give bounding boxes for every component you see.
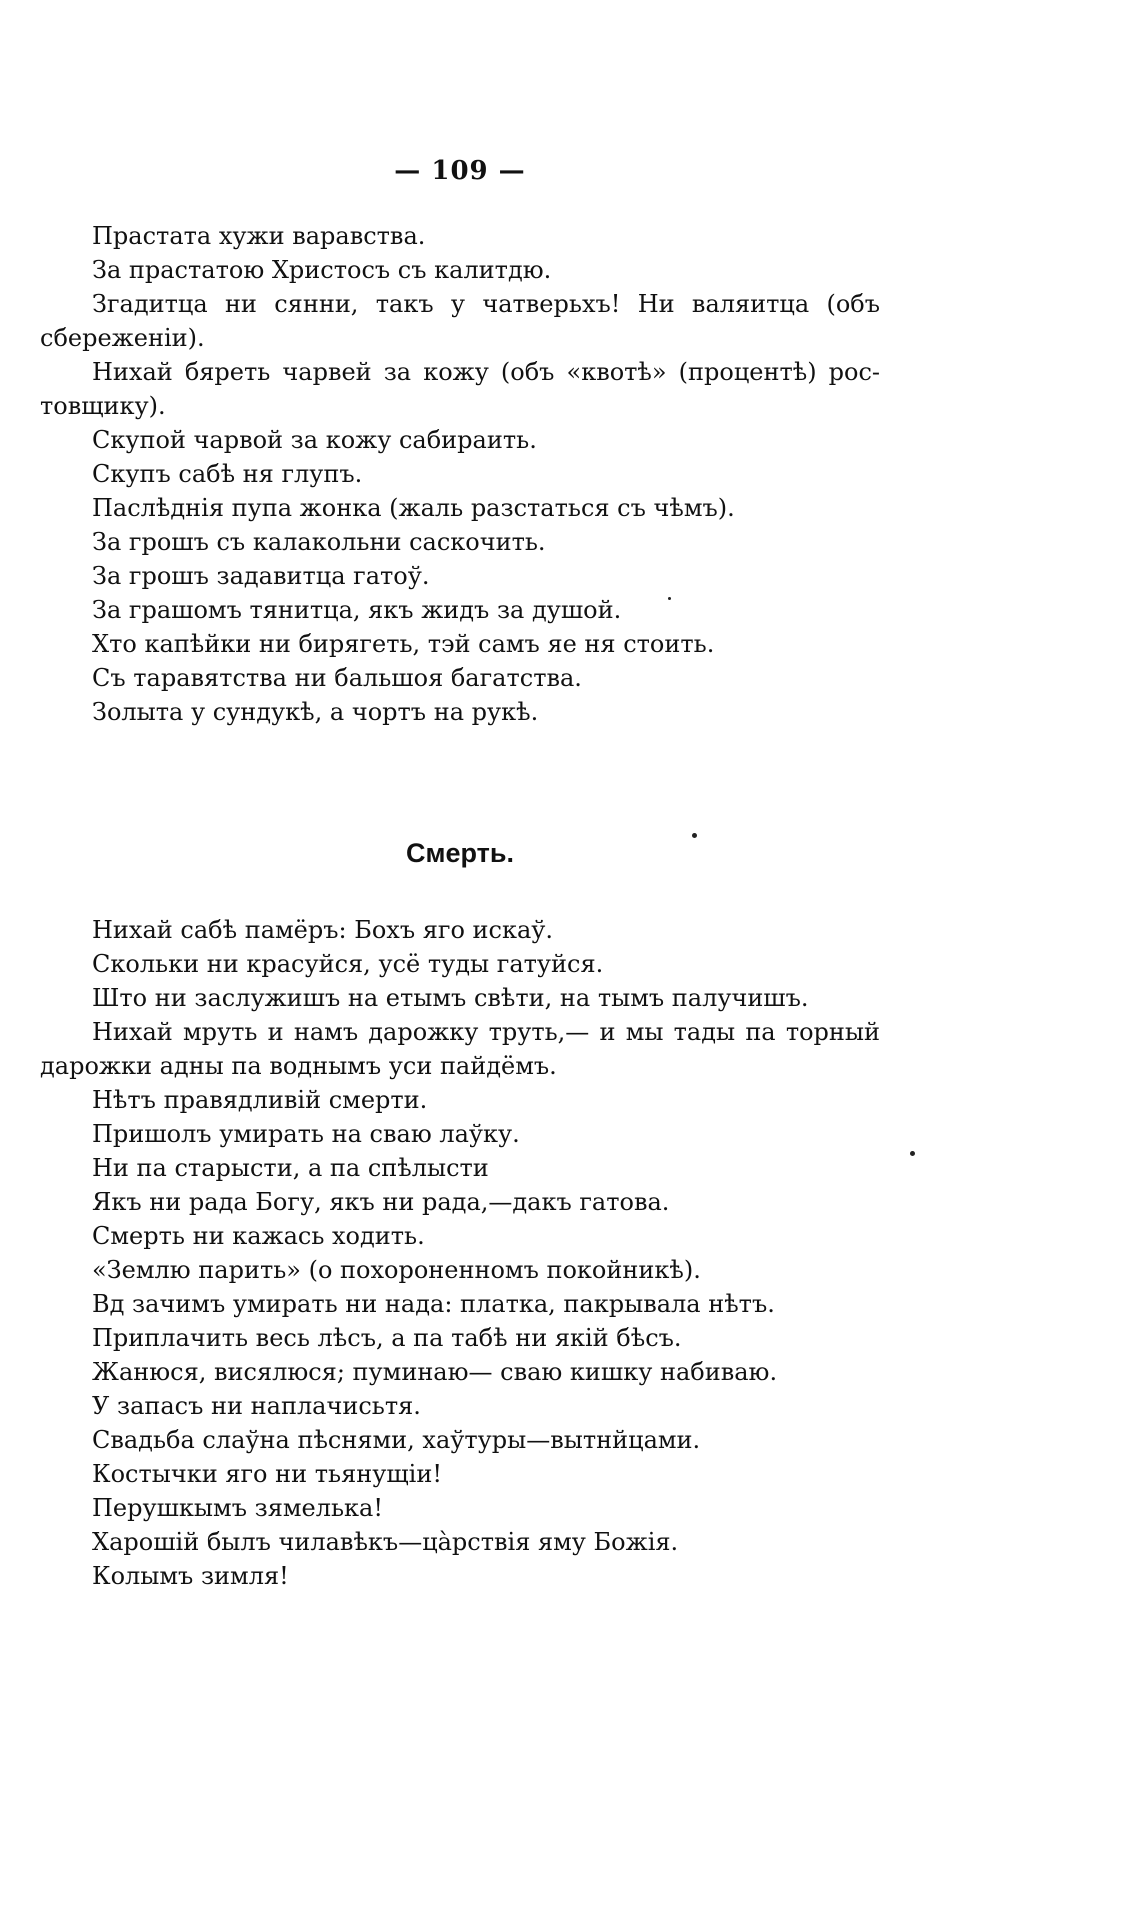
proverb-line: Перушкымъ зямелька! <box>92 1494 383 1522</box>
proverb-line: Золыта у сундукѣ, а чортъ на рукѣ. <box>92 698 539 726</box>
proverb-line: Скупой чарвой за кожу сабираить. <box>92 426 537 454</box>
proverb-line-continuation: сбереженіи). <box>40 324 205 352</box>
proverb-line: Згадитца ни сянни, такъ у чатверьхъ! Ни валяитца (объ <box>92 290 880 318</box>
proverb-line-continuation: дарожки адны па воднымъ уси пайдёмъ. <box>40 1052 557 1080</box>
proverb-line: Приплачить весь лѣсъ, а па табѣ ни якій бѣсъ. <box>92 1324 682 1352</box>
proverb-line: Костычки яго ни тьянущіи! <box>92 1460 442 1488</box>
proverbs-block-death <box>40 913 880 1593</box>
proverbs-block-stinginess <box>40 219 880 729</box>
proverb-line: Паслѣднія пупа жонка (жаль разстаться съ чѣмъ). <box>92 494 735 522</box>
proverb-line: Нѣтъ правядливій смерти. <box>92 1086 428 1114</box>
proverb-line: Прастата хужи варавства. <box>92 222 426 250</box>
proverb-line: Хто капѣйки ни бирягеть, тэй самъ яе ня стоить. <box>92 630 715 658</box>
proverb-line: Вд зачимъ умирать ни нада: платка, пакрывала нѣтъ. <box>92 1290 775 1318</box>
proverb-line-continuation: товщику). <box>40 392 166 420</box>
proverb-line: Пришолъ умирать на сваю лаўку. <box>92 1120 520 1148</box>
proverb-line: Нихай бяреть чарвей за кожу (объ «квотѣ» (процентѣ) рос- <box>92 358 880 386</box>
proverb-line: Колымъ зимля! <box>92 1562 289 1590</box>
proverb-line: За грошъ задавитца гатоў. <box>92 562 430 590</box>
proverb-line: За грашомъ тянитца, якъ жидъ за душой. <box>92 596 622 624</box>
proverb-line: «Землю парить» (о похороненномъ покойникѣ). <box>92 1256 701 1284</box>
proverb-line: За прастатою Христосъ съ калитдю. <box>92 256 552 284</box>
print-speck <box>692 833 697 838</box>
page-number: — 109 — <box>394 156 526 186</box>
proverb-line: Свадьба слаўна пѣснями, хаўтуры—вытнйцами. <box>92 1426 701 1454</box>
proverb-line: Нихай сабѣ памёръ: Бохъ яго искаў. <box>92 916 554 944</box>
proverb-line: Якъ ни рада Богу, якъ ни рада,—дакъ гатова. <box>92 1188 670 1216</box>
proverb-line: У запасъ ни наплачисьтя. <box>92 1392 421 1420</box>
proverb-line: Жанюся, висялюся; пуминаю— сваю кишку набиваю. <box>92 1358 778 1386</box>
proverb-line: Ни па старысти, а па спѣлысти <box>92 1154 489 1182</box>
section-title-death: Смерть. <box>406 838 514 868</box>
proverb-line: Нихай мруть и намъ дарожку труть,— и мы тады па торный <box>92 1018 880 1046</box>
proverb-line: Скупъ сабѣ ня глупъ. <box>92 460 363 488</box>
proverb-line: За грошъ съ калакольни саскочить. <box>92 528 546 556</box>
print-speck <box>910 1151 915 1156</box>
proverb-line: Харошій былъ чилавѣкъ—ца̀рствія яму Божія. <box>92 1528 679 1556</box>
proverb-line: Што ни заслужишъ на етымъ свѣти, на тымъ палучишъ. <box>92 984 809 1012</box>
print-speck <box>668 597 671 600</box>
proverb-line: Смерть ни кажась ходить. <box>92 1222 425 1250</box>
proverb-line: Скольки ни красуйся, усё туды гатуйся. <box>92 950 604 978</box>
proverb-line: Съ таравятства ни бальшоя багатства. <box>92 664 582 692</box>
